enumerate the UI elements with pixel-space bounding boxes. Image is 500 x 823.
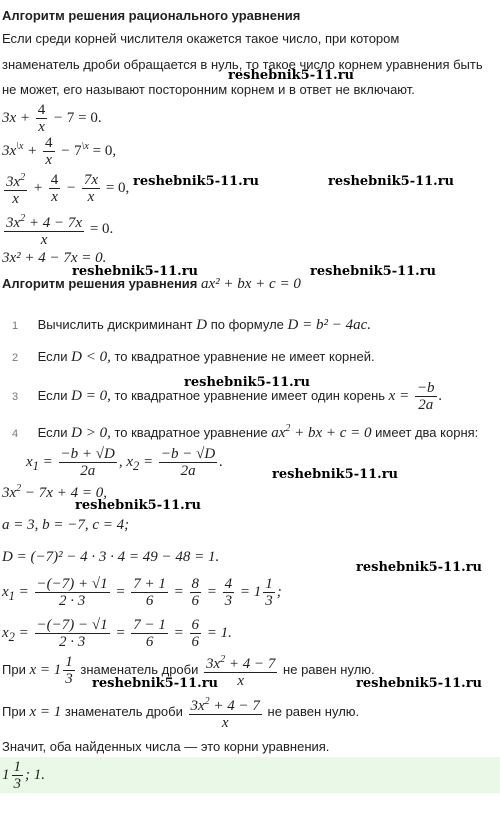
- watermark: reshebnik5-11.ru: [356, 560, 483, 575]
- watermark: reshebnik5-11.ru: [356, 676, 483, 691]
- watermark: reshebnik5-11.ru: [184, 375, 311, 390]
- equation-2: $3x^{\backslash x}$ + $\frac{4}{x}$ − $7^{\backslash x} = 0$,: [2, 135, 117, 168]
- root-x2: $x_2$ = $\frac{-(-7) - √1}{2 \cdot 3}$ = $\frac{7 - 1}{6}$ = $\frac{6}{6}$ = 1.: [2, 617, 232, 650]
- equation-4: $\frac{3x^2 + 4 - 7x}{x}$ = 0.: [6, 213, 114, 248]
- list-item: 4 Если D > 0, то квадратное уравнение $ax^2$ + bx + c = 0 имеет два корня:: [12, 423, 479, 441]
- algorithm-title: Алгоритм решения уравнения: [2, 276, 198, 291]
- list-item: 3 Если D = 0, то квадратное уравнение имеет один корень x = $\frac{-b}{2a}$ .: [12, 380, 443, 413]
- intro-line-1: Если среди корней числителя окажется такое число, при котором: [2, 31, 400, 46]
- watermark: reshebnik5-11.ru: [133, 174, 260, 189]
- roots-formula: $x_1$ = $\frac{-b + √D}{2a}$ , $x_2$ = $\frac{-b - √D}{2a}$ .: [26, 446, 223, 479]
- equation-5: 3x² + 4 − 7x = 0.: [2, 250, 107, 266]
- answer-value: 1 $\frac{1}{3}$ ; 1.: [2, 759, 45, 792]
- watermark: reshebnik5-11.ru: [228, 68, 355, 83]
- coefficients: a = 3, b = −7, c = 4;: [2, 517, 130, 533]
- check-line-1: При x = 1 $\frac{1}{3}$ знаменатель дроби $\frac{3x^2 + 4 - 7}{x}$ не равен нулю.: [2, 654, 375, 689]
- watermark: reshebnik5-11.ru: [328, 174, 455, 189]
- algorithm-equation: ax² + bx + c = 0: [201, 276, 301, 292]
- page-title: Алгоритм решения рационального уравнения: [2, 8, 301, 23]
- quadratic-equation: $3x^2 - 7x + 4 = 0$,: [2, 483, 107, 501]
- equation-3: $\frac{3x^2}{x}$ + $\frac{4}{x}$ − $\frac{7x}{x}$ = 0,: [6, 172, 130, 207]
- algorithm-heading: [2, 276, 301, 293]
- watermark: reshebnik5-11.ru: [272, 467, 399, 482]
- check-line-2: При x = 1 знаменатель дроби $\frac{3x^2 + 4 - 7}{x}$ не равен нулю.: [2, 696, 360, 731]
- watermark: reshebnik5-11.ru: [310, 264, 437, 279]
- conclusion: Значит, оба найденных числа — это корни уравнения.: [2, 739, 330, 754]
- watermark: reshebnik5-11.ru: [75, 498, 202, 513]
- equation-1: 3x + $\frac{4}{x}$ − 7 = 0.: [2, 102, 102, 135]
- list-item: 1 Вычислить дискриминант D по формуле D = b² − 4ac.: [12, 317, 371, 333]
- root-x1: $x_1$ = $\frac{-(-7) + √1}{2 \cdot 3}$ = $\frac{7 + 1}{6}$ = $\frac{8}{6}$ = $\frac{4}{3}$ = 1 $\frac{1}{3}$ ;: [2, 576, 282, 609]
- intro-line-3: не может, его называют посторонним корнем и в ответ не включают.: [2, 82, 415, 97]
- watermark: reshebnik5-11.ru: [72, 264, 199, 279]
- watermark: reshebnik5-11.ru: [92, 676, 219, 691]
- answer-box: [0, 757, 500, 793]
- intro-line-2: знаменатель дроби обращается в нуль, то такое число корнем уравнения быть: [2, 57, 483, 72]
- discriminant: D = (−7)² − 4 · 3 · 4 = 49 − 48 = 1.: [2, 549, 220, 565]
- list-item: 2 Если D < 0, то квадратное уравнение не имеет корней.: [12, 349, 375, 365]
